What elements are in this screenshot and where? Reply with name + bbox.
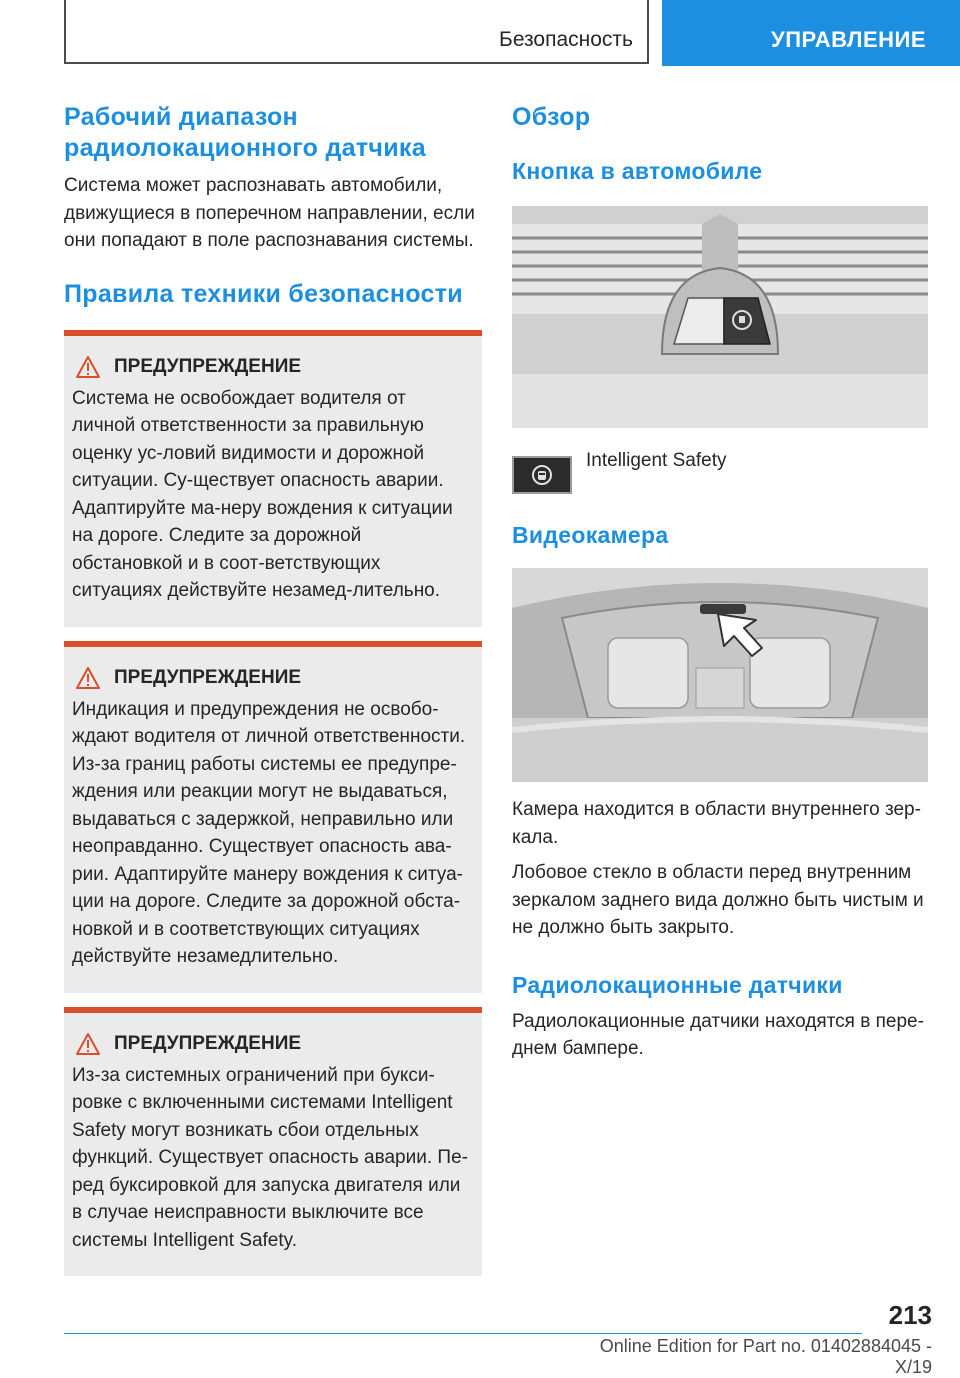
warning-box-2: [64, 641, 482, 993]
car-interior-illustration: [512, 568, 928, 782]
warning-text: Система не освобождает водителя от личной ответственности за правильную оценку ус-ловий видимости и дорожной ситуации. Су-ществует опасность аварии. Адаптируйте ма-неру вождения к ситуации на дороге. Следите за дорожной обстановкой и в соот-ветствующих ситуациях действуйте незамед-лительно.: [72, 387, 453, 601]
warning-title: [72, 664, 472, 692]
dashboard-vents-illustration: [512, 206, 928, 428]
right-column: [512, 102, 930, 1063]
edition-note: Online Edition for Part no. 01402884045 - X/19: [599, 1336, 932, 1377]
warning-title: [72, 353, 472, 381]
safety-heading: Правила техники безопасности: [64, 279, 463, 308]
warning-title-text: ПРЕДУПРЕЖДЕНИЕ: [114, 355, 302, 377]
warning-triangle-icon: [76, 1033, 100, 1055]
footer-divider: [64, 1333, 862, 1334]
radar-text: Радиолокационные датчики находятся в пере-днем бампере.: [512, 1010, 924, 1059]
overview-heading: Обзор: [512, 103, 591, 131]
camera-illustration: [512, 568, 928, 782]
camera-heading: Видеокамера: [512, 522, 669, 548]
warning-title: [72, 1030, 472, 1058]
button-label: Intelligent Safety: [586, 450, 727, 471]
radar-heading: Радиолокационные датчики: [512, 971, 843, 998]
button-heading: Кнопка в автомобиле: [512, 158, 763, 184]
warning-text: Из-за системных ограничений при букси-ровке с включенными системами Intelligent Safety могут возникать сбои отдельных функций. Существует опасность аварии. Пе-ред буксировкой для запуска двигателя или в случае неисправности выключите все системы Intelligent Safety.: [72, 1064, 468, 1251]
warning-title-text: ПРЕДУПРЕЖДЕНИЕ: [114, 1032, 302, 1054]
camera-text-2: Лобовое стекло в области перед внутренним зеркалом заднего вида должно быть чистым и не должно быть закрыто.: [512, 862, 924, 938]
page-number: 213: [888, 1300, 932, 1330]
warning-title-text: ПРЕДУПРЕЖДЕНИЕ: [114, 666, 302, 688]
warning-triangle-icon: [76, 667, 100, 689]
left-column: [64, 102, 482, 1276]
warning-triangle-icon: [76, 356, 100, 378]
warning-box-3: [64, 1007, 482, 1277]
warning-box-1: [64, 330, 482, 627]
intelligent-safety-icon: [512, 456, 572, 494]
button-symbol-row: [512, 450, 930, 496]
header-section-title: Безопасность: [499, 28, 633, 51]
warning-text: Индикация и предупреждения не освобо-ждают водителя от личной ответственности. Из-за границ работы системы ее предупре-ждения или реакции могут не выдаваться, выдаваться с задержкой, неправильно или неоправданно. Существует опасность ава-рии. Адаптируйте манеру вождения к ситуа-ции на дороге. Следите за дорожной обста-новкой и в соответствующих ситуациях действуйте незамедлительно.: [72, 698, 466, 967]
header-chapter-title: УПРАВЛЕНИЕ: [771, 27, 926, 52]
header-chapter-tab[interactable]: [662, 0, 960, 66]
button-illustration: [512, 206, 928, 428]
range-text: Система может распознавать автомобили, движущиеся в поперечном направлении, если они попадают в поле распознавания системы.: [64, 175, 475, 251]
camera-text-1: Камера находится в области внутреннего зер-кала.: [512, 799, 921, 848]
range-heading: Рабочий диапазон радиолокационного датчика: [64, 103, 426, 162]
header-section-box: [64, 0, 649, 64]
